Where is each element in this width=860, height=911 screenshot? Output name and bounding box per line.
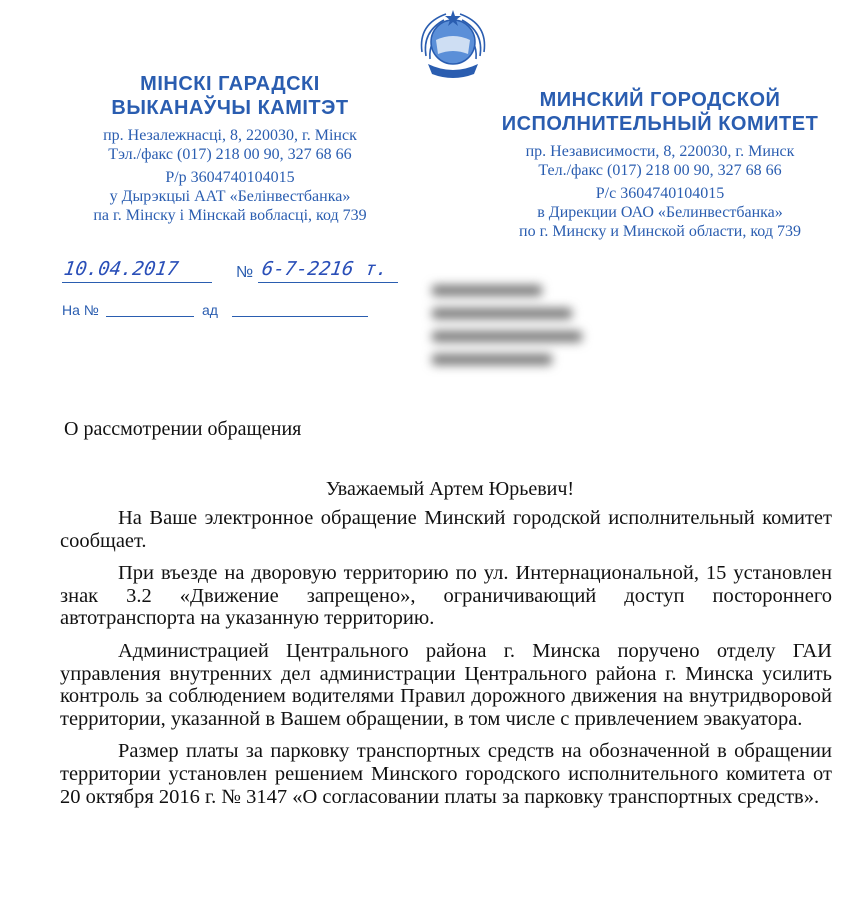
- reference-line: [62, 300, 382, 326]
- phone-ru: Тел./факс (017) 218 00 90, 327 68 66: [538, 162, 782, 179]
- bank-be-2: па г. Мінску і Мінскай вобласці, код 739: [93, 207, 367, 224]
- letterhead-russian: [470, 88, 850, 241]
- address-be: пр. Незалежнасці, 8, 220030, г. Мінск: [103, 127, 357, 144]
- from-label: ад: [202, 302, 218, 318]
- ref-underline: [106, 316, 194, 317]
- letter-salutation: Уважаемый Артем Юрьевич!: [325, 478, 575, 500]
- date-underline: [62, 282, 212, 283]
- paragraph: На Ваше электронное обращение Минский городской исполнительный комитет сообщает.: [60, 507, 832, 552]
- state-emblem-icon: [408, 4, 498, 84]
- number-label: №: [236, 264, 254, 281]
- registration-date: 10.04.2017: [62, 258, 180, 280]
- from-underline: [232, 316, 368, 317]
- letterhead-belarusian: [40, 72, 420, 225]
- account-ru: Р/с 3604740104015: [595, 185, 725, 202]
- org-details-ru: [470, 142, 850, 241]
- registration-number: 6-7-2216 т.: [260, 258, 390, 280]
- letter-body: [60, 507, 832, 818]
- addressee-redacted: [432, 285, 582, 385]
- paragraph: При въезде на дворовую территорию по ул. Интернациональной, 15 установлен знак 3.2 «Движение запрещено», ограничивающий доступ постороннего автотранспорта на указанную территорию.: [60, 562, 832, 630]
- address-ru: пр. Независимости, 8, 220030, г. Минск: [525, 143, 795, 160]
- account-be: Р/р 3604740104015: [165, 169, 295, 186]
- org-name-ru: МИНСКИЙ ГОРОДСКОЙ ИСПОЛНИТЕЛЬНЫЙ КОМИТЕТ: [501, 89, 819, 135]
- paragraph: Администрацией Центрального района г. Минска поручено отделу ГАИ управления внутренних дел администрации Центрального района г. Минска усилить контроль за соблюдением водителями Правил дорожного движения на внутридворовой территории, указанной в Вашем обращении, в том числе с привлечением эвакуатора.: [60, 639, 832, 730]
- bank-ru-2: по г. Минску и Минской области, код 739: [519, 223, 801, 240]
- letter-subject: О рассмотрении обращения: [64, 418, 302, 440]
- bank-ru-1: в Дирекции ОАО «Белинвестбанка»: [537, 204, 783, 221]
- ref-label: На №: [62, 302, 99, 318]
- number-underline: [258, 282, 398, 283]
- org-name-be: МІНСКІ ГАРАДСКІ ВЫКАНАЎЧЫ КАМІТЭТ: [111, 73, 349, 119]
- bank-be-1: у Дырэкцыі ААТ «Белінвестбанка»: [109, 188, 351, 205]
- phone-be: Тэл./факс (017) 218 00 90, 327 68 66: [108, 146, 352, 163]
- paragraph: Размер платы за парковку транспортных средств на обозначенной в обращении территории установлен решением Минского городского исполнительного комитета от 20 октября 2016 г. № 3147 «О согласовании платы за парковку транспортных средств».: [60, 740, 832, 808]
- org-details-be: [40, 126, 420, 225]
- registration-line: [62, 258, 402, 288]
